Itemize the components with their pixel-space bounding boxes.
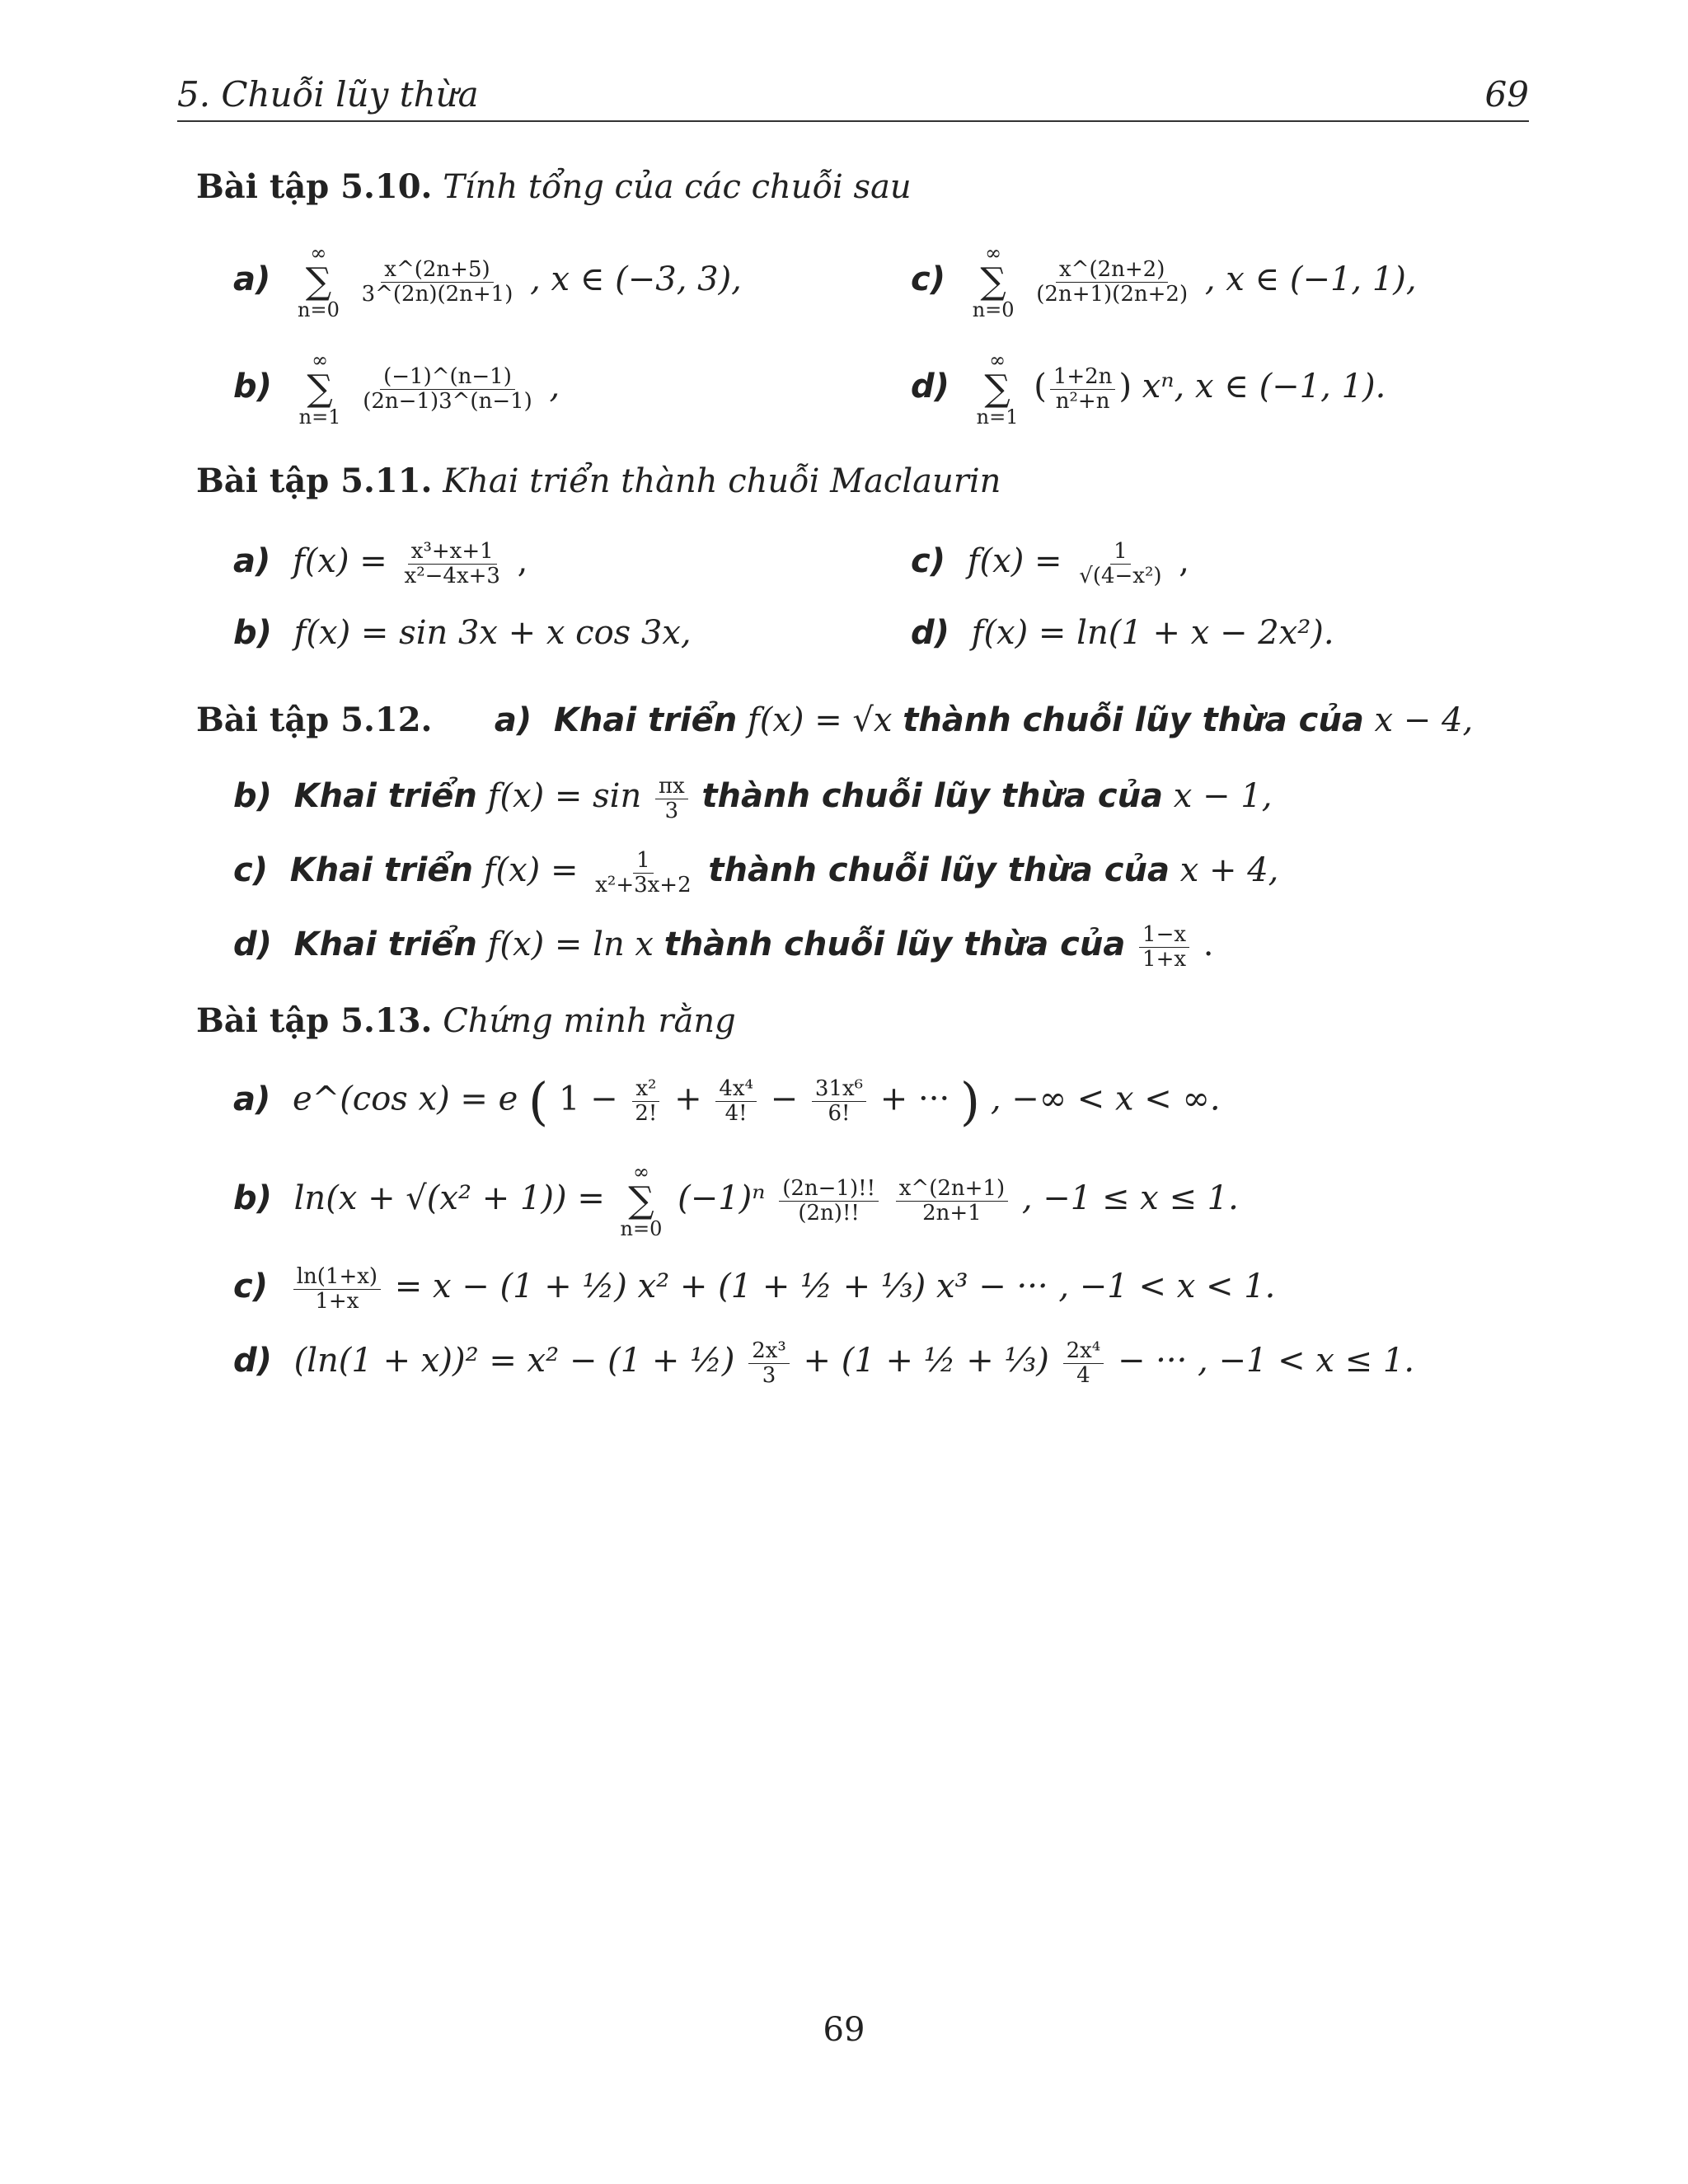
exercise-instruction: Chứng minh rằng: [443, 1002, 736, 1040]
ex513-item-b: b) ln(x + √(x² + 1)) = ∞ ∑ n=0 (−1)ⁿ $\frac{(2n-1)!!}{(2n)!!}$ $\frac{x\^{}(2n+1)}{2n+1}$ , −1 ≤ x ≤ 1.: [233, 1160, 1239, 1241]
fraction: $\frac{(-1)\^{}(n-1)}{(2n-1)3\^{}(n-1)}$: [363, 364, 532, 414]
ex510-item-c: c) ∞ ∑ n=0 $\frac{x\^{}(2n+2)}{(2n+1)(2n+2)}$ , x ∈ (−1, 1),: [911, 241, 1417, 322]
exercise-label: Bài tập 5.11.: [196, 462, 433, 500]
exercise-5-11-title: [196, 462, 1001, 500]
ex512-item-c: c) Khai triển f(x) = $\frac{1}{\text{x²+3x+2}}$ thành chuỗi lũy thừa của x + 4,: [233, 848, 1279, 898]
fraction: $\frac{\text{x²}}{2!}$: [631, 1077, 660, 1125]
exercise-instruction: Tính tổng của các chuỗi sau: [443, 168, 912, 206]
running-head: [177, 74, 1529, 122]
ex512-item-b: b) Khai triển f(x) = sin $\frac{\pi x}{3}$ thành chuỗi lũy thừa của x − 1,: [233, 774, 1273, 823]
ex511-item-c: c) f(x) = $\frac{1}{\text{√(4−x²)}}$ ,: [911, 539, 1189, 588]
fraction: $\frac{(2n-1)!!}{(2n)!!}$: [779, 1177, 879, 1225]
exercise-5-10-title: [196, 167, 912, 206]
fraction: $\frac{x\^{}(2n+2)}{(2n+1)(2n+2)}$: [1036, 257, 1189, 307]
exercise-label: Bài tập 5.12.: [196, 701, 433, 739]
header-page-number: 69: [1484, 74, 1529, 115]
fraction: $\frac{x\^{}(2n+1)}{2n+1}$: [896, 1177, 1008, 1225]
ex513-item-a: a) e^(cos x) = e ( 1 − $\frac{\text{x²}}{2!}$ + $\frac{\text{4x⁴}}{4!}$ − $\frac{\text{31x⁶}}{6!}$ + ··· ) , −∞ < x < ∞.: [233, 1071, 1221, 1132]
sum-operator: ∞ ∑ n=1: [298, 349, 341, 429]
fraction: $\frac{\pi x}{3}$: [655, 775, 688, 823]
ex511-item-d: d) f(x) = ln(1 + x − 2x²).: [911, 614, 1334, 652]
ex512-item-a: Bài tập 5.12. a) Khai triển f(x) = √x thành chuỗi lũy thừa của x − 4,: [196, 701, 1474, 739]
sum-operator: ∞ ∑ n=0: [298, 241, 340, 322]
fraction: $\frac{\text{4x⁴}}{4!}$: [715, 1077, 757, 1125]
chapter-title: 5. Chuỗi lũy thừa: [177, 74, 479, 115]
fraction: $\frac{1}{\text{√(4−x²)}}$: [1079, 539, 1162, 588]
fraction: $\frac{\text{2x³}}{3}$: [748, 1339, 790, 1387]
sum-operator: ∞ ∑ n=0: [620, 1160, 663, 1241]
ex513-item-d: d) (ln(1 + x))² = x² − (1 + ½) $\frac{\text{2x³}}{3}$ + (1 + ½ + ⅓) $\frac{\text{2x⁴}}{4}$ − ··· , −1 < x ≤ 1.: [233, 1338, 1415, 1388]
fraction: $\frac{1+2n}{\text{n²+n}}$: [1050, 365, 1116, 413]
fraction: $\frac{\ln(1+x)}{1+x}$: [293, 1265, 381, 1313]
fraction: $\frac{\text{x³+x+1}}{\text{x²−4x+3}}$: [404, 539, 500, 588]
ex511-item-b: b) f(x) = sin 3x + x cos 3x,: [233, 614, 692, 652]
fraction: $\frac{\text{31x⁶}}{6!}$: [812, 1077, 866, 1125]
sum-operator: ∞ ∑ n=1: [976, 349, 1019, 429]
ex510-item-d: d) ∞ ∑ n=1 ( $\frac{1+2n}{\text{n²+n}}$ ) xⁿ, x ∈ (−1, 1).: [911, 349, 1386, 429]
sum-operator: ∞ ∑ n=0: [972, 241, 1015, 322]
exercise-5-13-title: [196, 1001, 736, 1040]
ex510-item-a: a) ∞ ∑ n=0 $\frac{x\^{}(2n+5)}{3\^{}(2n)(2n+1)}$ , x ∈ (−3, 3),: [233, 241, 742, 322]
exercise-label: Bài tập 5.13.: [196, 1001, 433, 1040]
ex513-item-c: c) $\frac{\ln(1+x)}{1+x}$ = x − (1 + ½) x² + (1 + ½ + ⅓) x³ − ··· , −1 < x < 1.: [233, 1264, 1276, 1314]
ex510-item-b: b) ∞ ∑ n=1 $\frac{(-1)\^{}(n-1)}{(2n-1)3\^{}(n-1)}$ ,: [233, 349, 560, 429]
exercise-instruction: Khai triển thành chuỗi Maclaurin: [443, 462, 1001, 500]
fraction: $\frac{1}{\text{x²+3x+2}}$: [595, 848, 692, 898]
ex512-item-d: d) Khai triển f(x) = ln x thành chuỗi lũy thừa của $\frac{1-x}{1+x}$ .: [233, 922, 1214, 972]
footer-page-number: 69: [823, 2011, 865, 2049]
fraction: $\frac{\text{2x⁴}}{4}$: [1063, 1339, 1104, 1387]
fraction: $\frac{1-x}{1+x}$: [1139, 923, 1189, 971]
ex511-item-a: a) f(x) = $\frac{\text{x³+x+1}}{\text{x²−4x+3}}$ ,: [233, 539, 528, 588]
fraction: $\frac{x\^{}(2n+5)}{3\^{}(2n)(2n+1)}$: [361, 257, 513, 307]
exercise-label: Bài tập 5.10.: [196, 167, 433, 206]
